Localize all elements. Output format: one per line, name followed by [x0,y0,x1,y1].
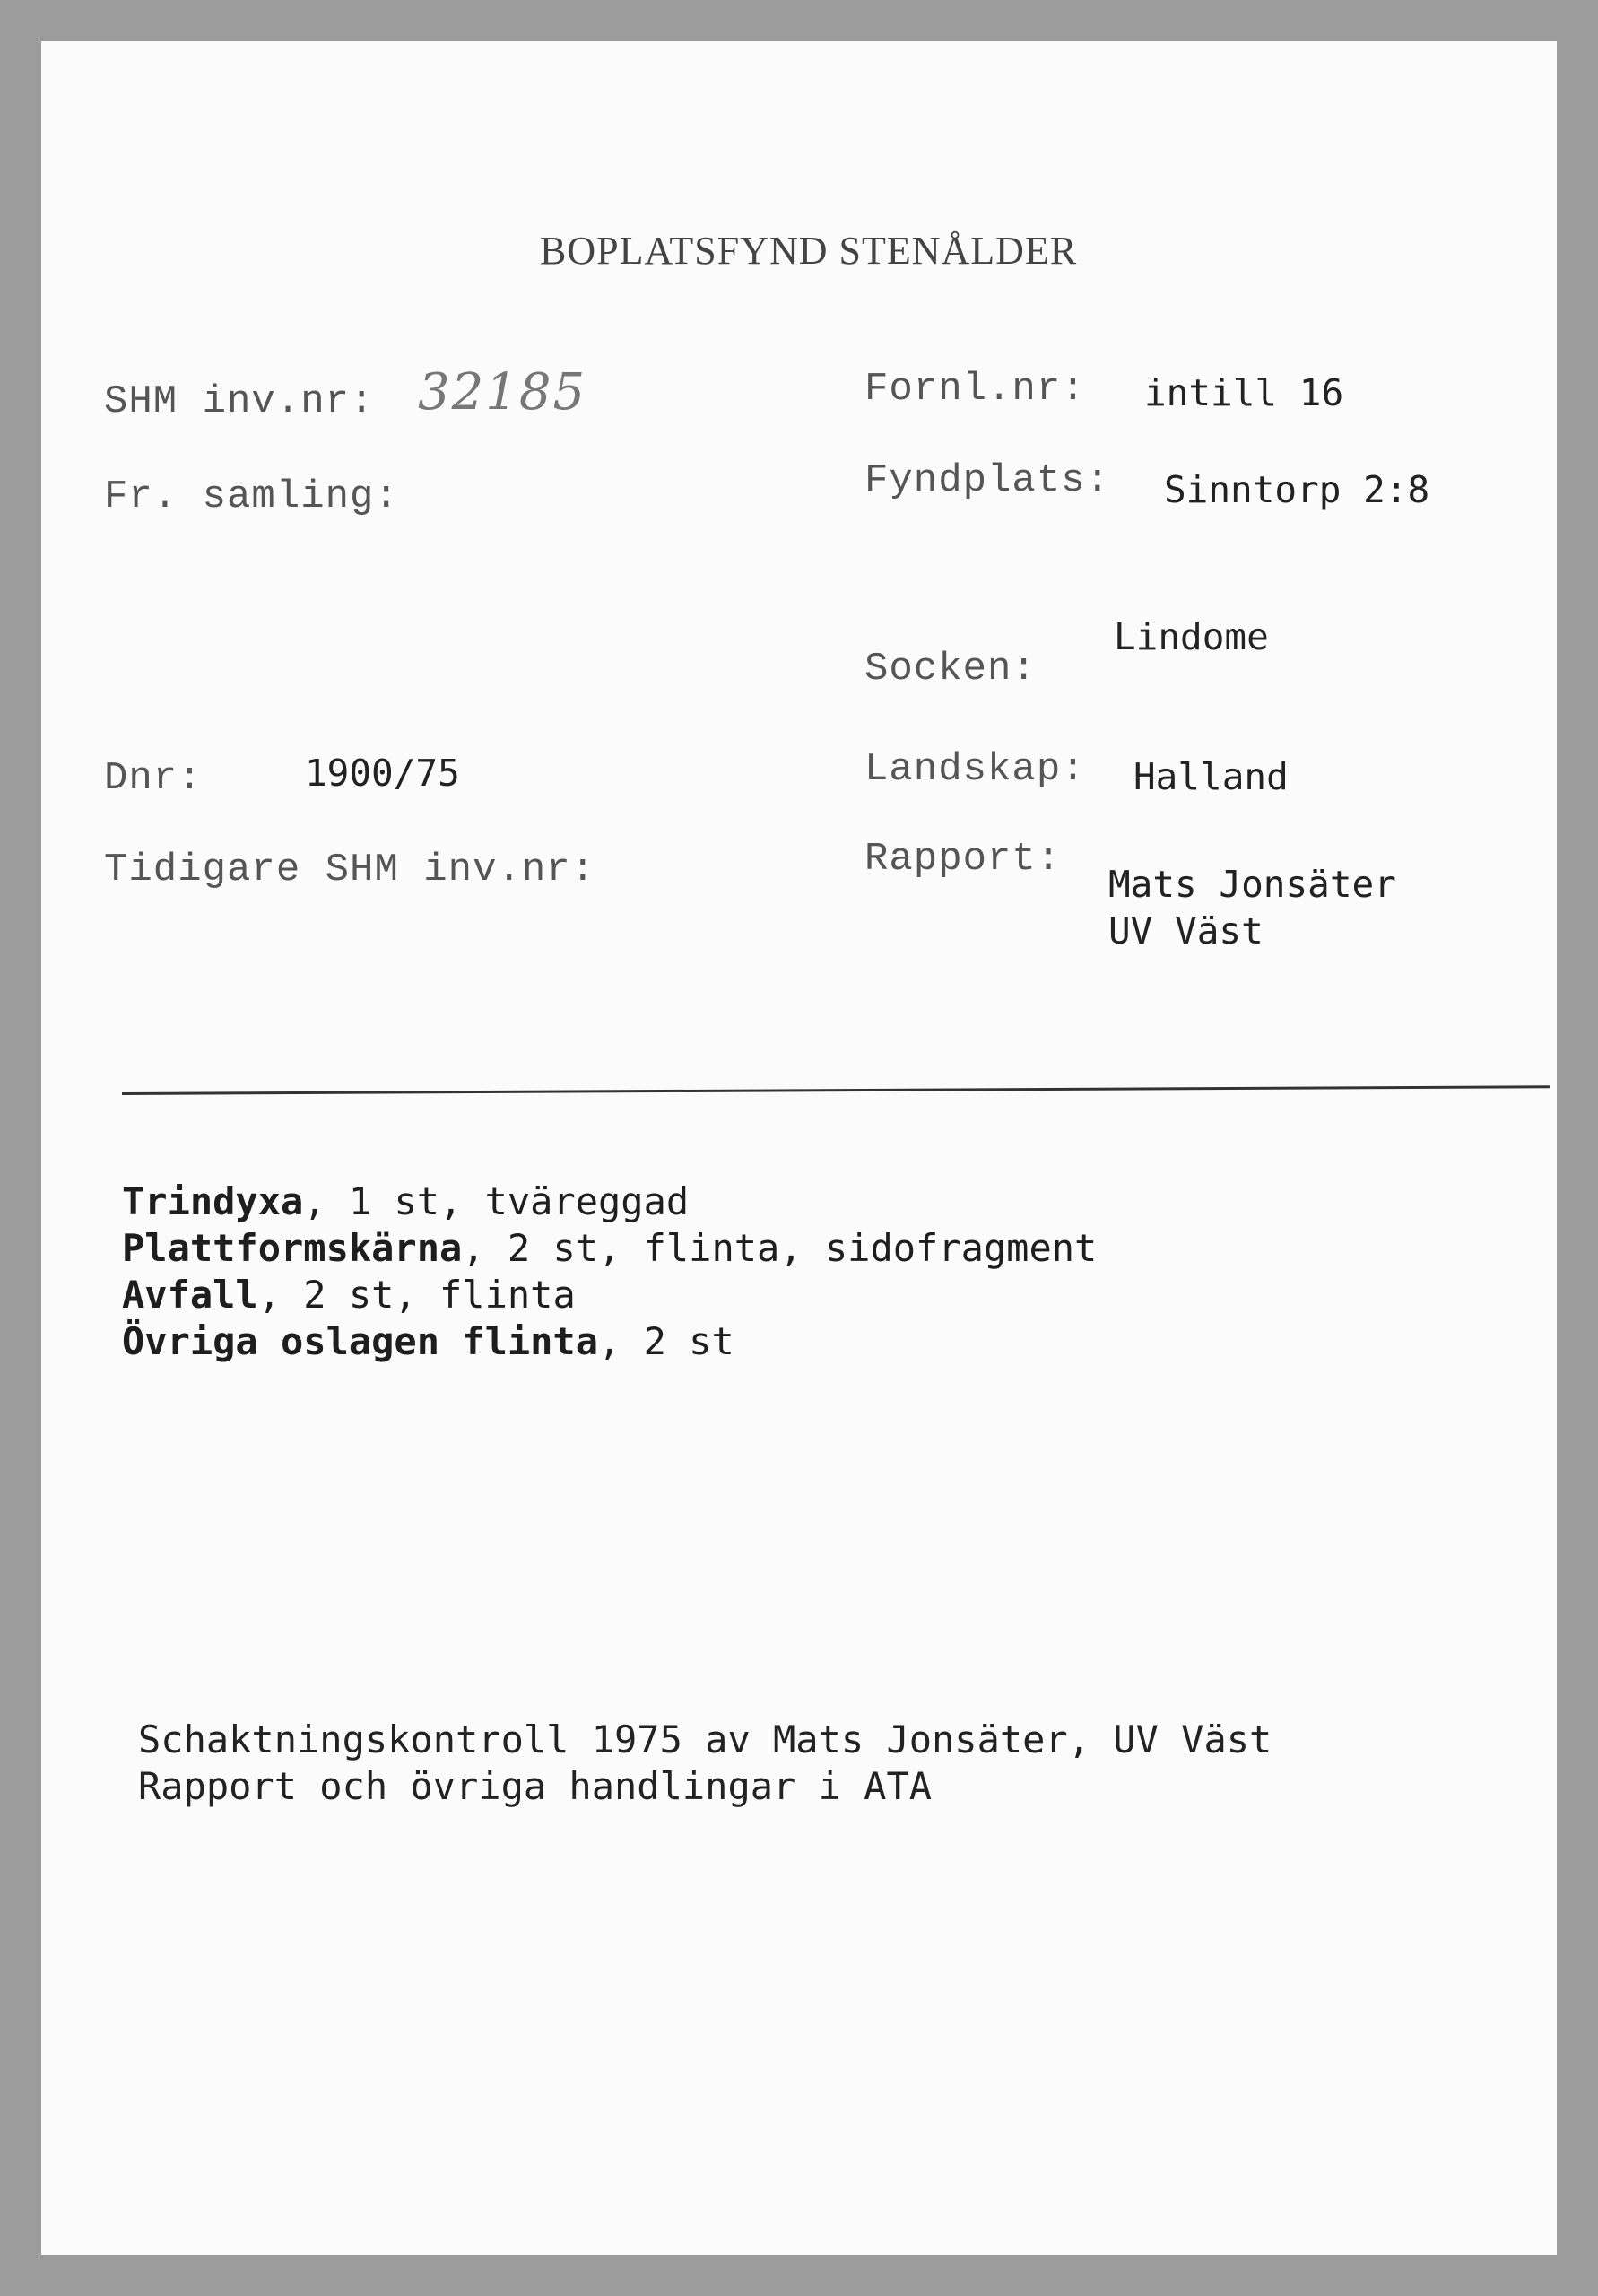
fr-samling-label: Fr. samling: [104,474,399,519]
tidigare-shm-inv-label: Tidigare SHM inv.nr: [104,848,596,892]
find-item-name: Plattformskärna [122,1226,463,1270]
shm-inv-value: 32185 [418,363,587,422]
note-line: Rapport och övriga handlingar i ATA [138,1764,933,1808]
socken-value: Lindome [1114,615,1269,658]
landskap-value: Halland [1133,755,1289,798]
card-title: BOPLATSFYND STENÅLDER [540,229,1078,273]
fornl-value: intill 16 [1144,371,1344,414]
shm-inv-label: SHM inv.nr: [104,379,375,424]
find-item-detail: , 2 st [598,1319,734,1363]
fornl-label: Fornl.nr: [864,367,1086,412]
note-line: Schaktningskontroll 1975 av Mats Jonsäter, UV Väst [138,1718,1272,1761]
notes-block [138,1717,1272,1810]
find-item-name: Övriga oslagen flinta [122,1319,599,1363]
find-item [122,1178,1097,1225]
rapport-value-line2: UV Väst [1108,909,1264,952]
find-item [122,1225,1097,1272]
dnr-label: Dnr: [104,756,203,801]
rapport-label: Rapport: [864,837,1062,882]
fyndplats-label: Fyndplats: [864,458,1111,503]
socken-label: Socken: [864,647,1037,691]
find-item-name: Trindyxa [122,1179,304,1223]
finds-list [122,1178,1097,1365]
dnr-value: 1900/75 [305,752,460,795]
rapport-value-line1: Mats Jonsäter [1108,863,1396,906]
landskap-label: Landskap: [864,747,1086,792]
find-item-detail: , 2 st, flinta [257,1273,576,1317]
catalog-card [41,41,1557,2255]
find-item [122,1272,1097,1318]
find-item [122,1318,1097,1365]
divider-line [122,1085,1550,1095]
find-item-detail: , 1 st, tväreggad [303,1179,690,1223]
fyndplats-value: Sinntorp 2:8 [1164,468,1430,511]
find-item-detail: , 2 st, flinta, sidofragment [462,1226,1098,1270]
find-item-name: Avfall [122,1273,258,1317]
